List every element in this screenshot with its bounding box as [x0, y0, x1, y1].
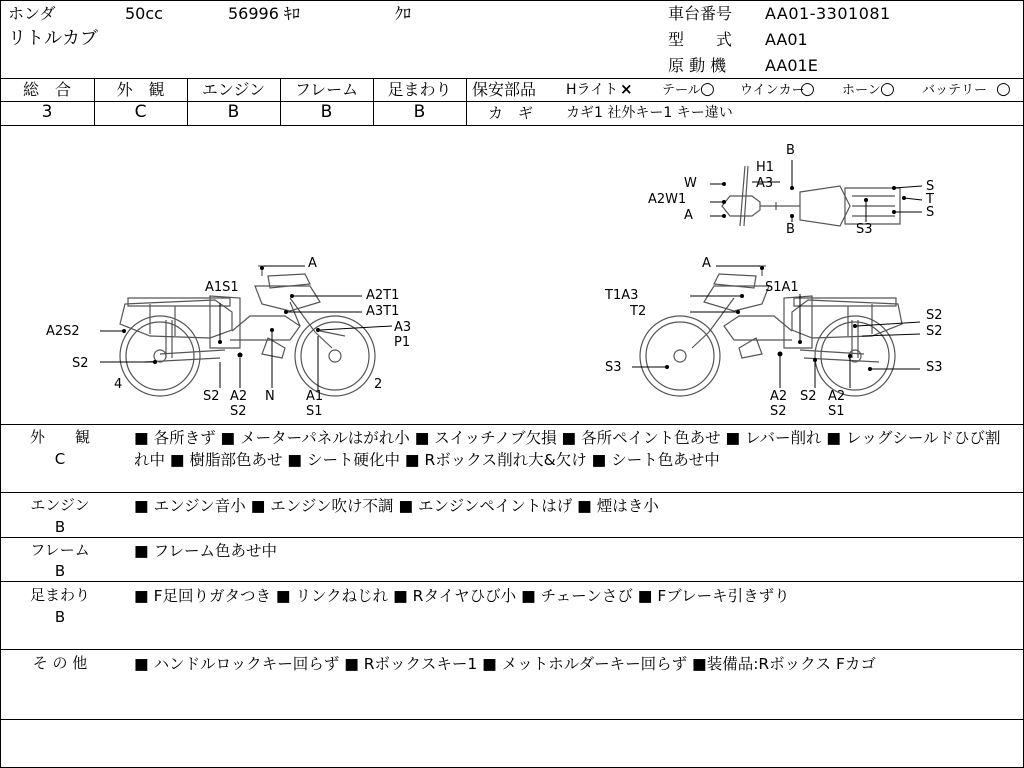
- safety-horn: ホーン: [842, 83, 881, 98]
- diag-right-label-2: T2: [630, 304, 647, 319]
- type-value: AA01: [765, 30, 808, 49]
- diag-left-label-11: S2: [230, 404, 247, 419]
- detail-frame-grade: B: [54, 562, 66, 580]
- safety-battery: バッテリー: [922, 83, 988, 98]
- diag-left-label-13: A1: [306, 389, 324, 404]
- diag-right-label-7: S3: [926, 360, 943, 375]
- detail-suspension-grade: B: [54, 608, 66, 626]
- grade-col-5: [466, 78, 467, 125]
- details-bottom: [0, 719, 1024, 720]
- maker: ホンダ: [8, 4, 56, 23]
- diag-top-label-9: T: [926, 192, 934, 207]
- diag-right-label-4: S2: [926, 308, 943, 323]
- safety-battery-mark: ○: [996, 79, 1011, 99]
- detail-suspension-text: ■ F足回りガタつき ■ リンクねじれ ■ Rタイヤひび小 ■ チェーンさび ■ Fブレーキ引きずり: [134, 587, 790, 605]
- safety-parts-label: 保安部品: [472, 80, 537, 99]
- diag-top-label-10: S: [926, 205, 935, 220]
- displacement: 50cc: [125, 4, 163, 23]
- grade-suspension-value: B: [413, 102, 426, 122]
- inspection-diagram: [0, 126, 1024, 424]
- diag-left-label-4: A3: [394, 320, 412, 335]
- safety-horn-mark: ○: [880, 79, 895, 99]
- engine-type-value: AA01E: [765, 56, 818, 75]
- detail-frame-text: ■ フレーム色あせ中: [134, 542, 277, 560]
- diag-left-label-3: A3T1: [366, 304, 400, 319]
- detail-other-text: ■ ハンドルロックキー回らず ■ Rボックスキー1 ■ メットホルダーキー回らず ■装備品:Rボックス Fカゴ: [134, 655, 876, 673]
- grade-total-value: 3: [41, 102, 53, 122]
- diag-top-label-7: S3: [856, 222, 873, 237]
- diag-right-label-8: A2: [770, 389, 788, 404]
- diag-right-label-11: A2: [828, 389, 846, 404]
- diag-left-label-6: A2S2: [46, 324, 80, 339]
- left-side-view: [120, 266, 375, 396]
- diag-top-label-3: A3: [756, 176, 774, 191]
- diag-left-label-1: A1S1: [205, 280, 239, 295]
- diag-top-label-2: W: [684, 176, 697, 191]
- grade-engine-label: エンジン: [201, 80, 266, 99]
- detail-engine-text: ■ エンジン音小 ■ エンジン吹け不調 ■ エンジンペイントはげ ■ 煙はき小: [134, 497, 659, 515]
- key-label: カ ギ: [488, 104, 534, 122]
- diag-left-label-8: 4: [114, 377, 123, 392]
- top-view: [722, 166, 900, 226]
- frame-number-value: AA01-3301081: [765, 4, 891, 23]
- safety-winker: ウインカー: [740, 83, 805, 98]
- diag-right-label-1: T1A3: [605, 288, 639, 303]
- diag-right-label-10: S2: [800, 389, 817, 404]
- diag-right-label-5: S2: [926, 324, 943, 339]
- diag-left-label-0: A: [308, 256, 317, 271]
- frame-number-label: 車台番号: [668, 4, 733, 23]
- detail-frame-title: フレーム: [30, 541, 90, 559]
- diag-left-label-2: A2T1: [366, 288, 400, 303]
- details-divider-4: [0, 649, 1024, 650]
- detail-appearance-title: 外 観: [29, 428, 90, 446]
- diag-left-label-10: A2: [230, 389, 248, 404]
- details-divider-2: [0, 537, 1024, 538]
- safety-headlight-mark: ×: [620, 80, 633, 98]
- diag-left-label-7: S2: [72, 356, 89, 371]
- detail-suspension-title: 足まわり: [29, 586, 90, 604]
- details-divider-3: [0, 581, 1024, 582]
- safety-tail: テール: [662, 83, 701, 98]
- details-divider-1: [0, 492, 1024, 493]
- diag-left-label-15: 2: [374, 377, 383, 392]
- safety-row-divider: [466, 101, 1024, 102]
- key-value: カギ1 社外キー1 キー違い: [566, 105, 733, 121]
- diag-top-label-4: A2W1: [648, 192, 687, 207]
- safety-winker-mark: ○: [800, 79, 815, 99]
- safety-tail-mark: ○: [700, 79, 715, 99]
- diag-right-label-6: S3: [605, 360, 622, 375]
- grade-frame-label: フレーム: [294, 80, 359, 99]
- type-label: 型 式: [668, 30, 733, 49]
- diag-top-label-0: B: [786, 143, 795, 158]
- diag-top-label-5: A: [684, 208, 693, 223]
- grade-table-top: [0, 78, 1024, 79]
- color: ｸﾛ: [395, 4, 412, 23]
- diag-right-label-12: S1: [828, 404, 845, 419]
- mileage: 56996 ｷﾛ: [228, 4, 300, 23]
- diag-left-label-5: P1: [394, 335, 411, 350]
- diag-top-label-1: H1: [756, 160, 775, 175]
- diag-right-label-0: A: [702, 256, 711, 271]
- engine-type-label: 原 動 機: [668, 56, 727, 75]
- diag-top-label-6: B: [786, 222, 795, 237]
- diag-top-label-8: S: [926, 179, 935, 194]
- model-name: リトルカブ: [8, 28, 98, 49]
- grade-appearance-label: 外 観: [116, 80, 165, 99]
- grade-engine-value: B: [227, 102, 240, 122]
- grade-appearance-value: C: [134, 102, 147, 122]
- detail-other-title: そ の 他: [32, 654, 88, 672]
- grade-frame-value: B: [320, 102, 333, 122]
- diag-left-label-9: S2: [203, 389, 220, 404]
- detail-appearance-grade: C: [54, 450, 66, 468]
- safety-headlight: Hライト: [566, 82, 619, 98]
- diag-left-label-14: S1: [306, 404, 323, 419]
- diag-right-label-3: S1A1: [765, 280, 799, 295]
- detail-engine-grade: B: [54, 518, 66, 536]
- detail-engine-title: エンジン: [30, 496, 90, 514]
- grade-suspension-label: 足まわり: [387, 80, 452, 99]
- grade-total-label: 総 合: [22, 80, 71, 99]
- details-top: [0, 424, 1024, 425]
- diag-left-label-12: N: [265, 389, 275, 404]
- diag-right-label-9: S2: [770, 404, 787, 419]
- detail-appearance-text: ■ 各所きず ■ メーターパネルはがれ小 ■ スイッチノブ欠損 ■ 各所ペイント色あせ ■ レバー削れ ■ レッグシールドひび割れ中 ■ 樹脂部色あせ ■ シート硬化中 ■ Rボックス削れ大&欠け ■ シート色あせ中: [134, 429, 1001, 469]
